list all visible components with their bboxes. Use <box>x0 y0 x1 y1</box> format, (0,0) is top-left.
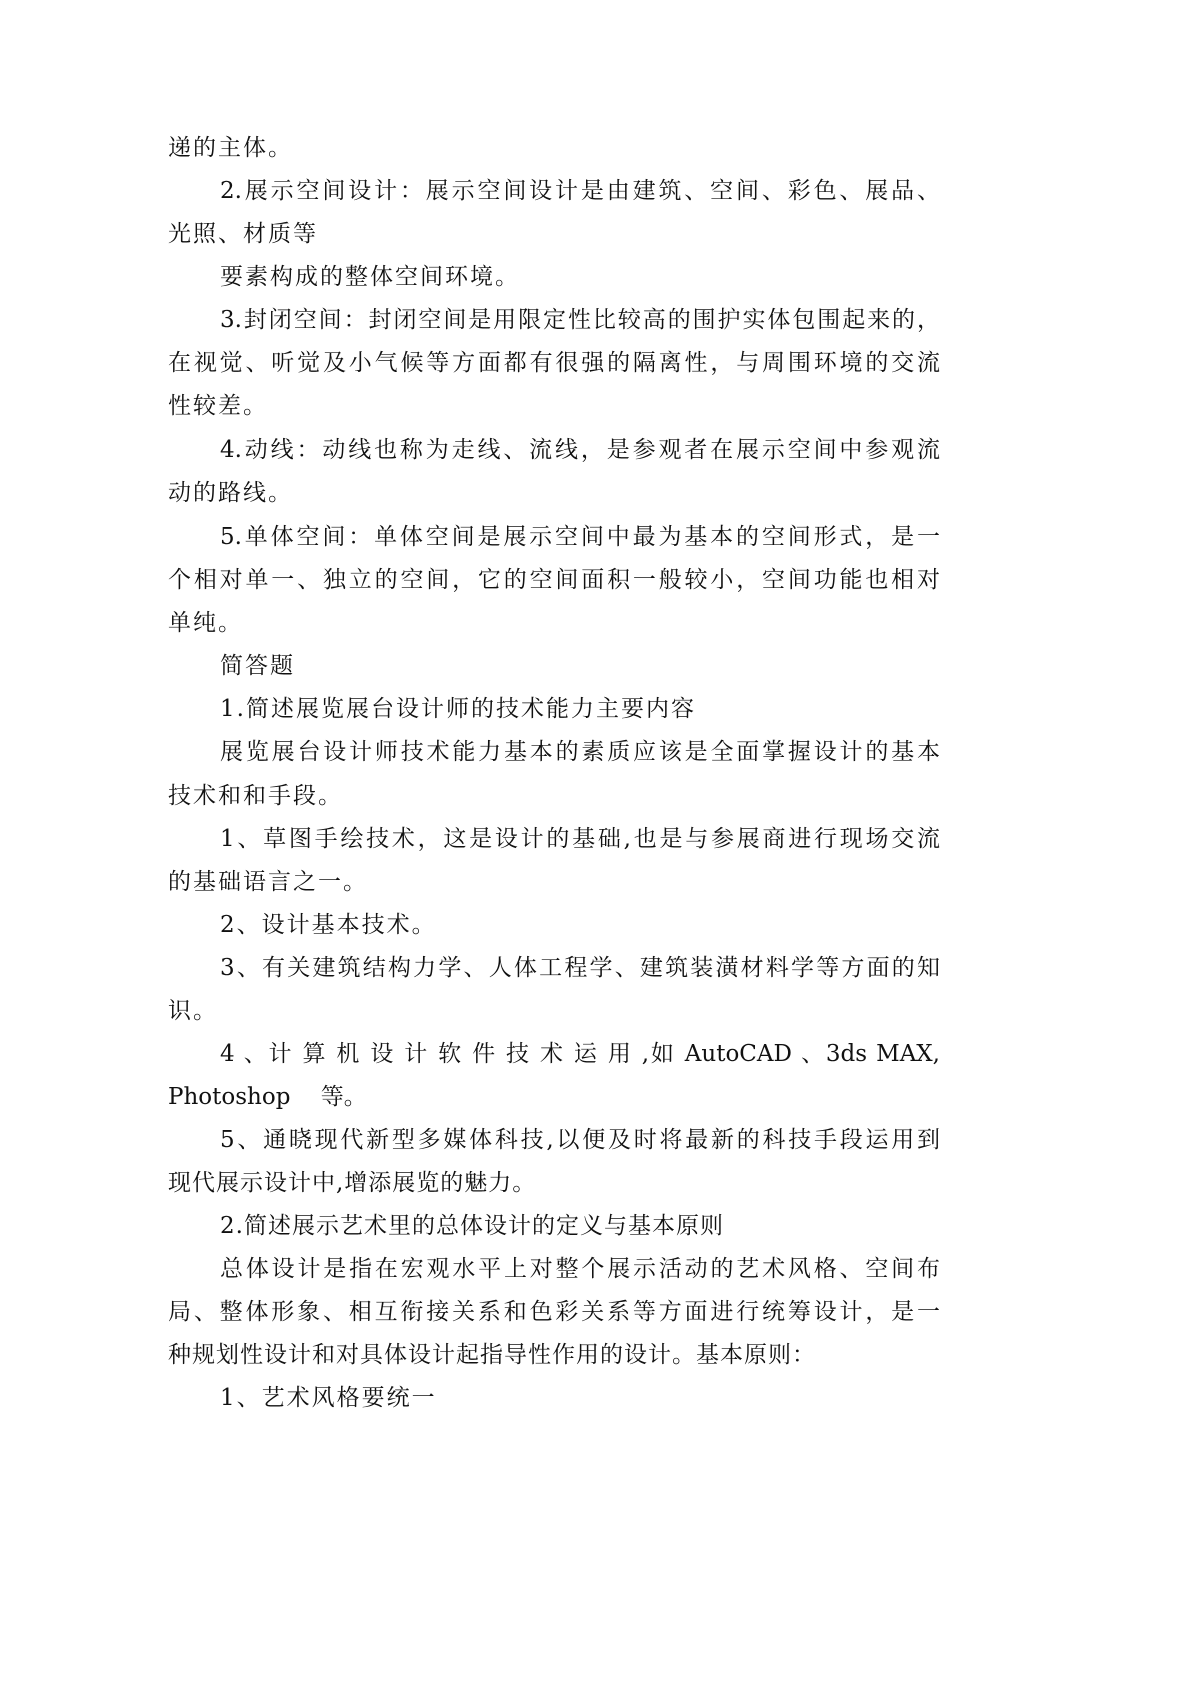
text-line: 局、整体形象、相互衔接关系和色彩关系等方面进行统筹设计，是一 <box>168 1299 940 1325</box>
question-heading: 2.简述展示艺术里的总体设计的定义与基本原则 <box>220 1213 724 1239</box>
section-heading: 简答题 <box>220 653 295 679</box>
text-line: 动的路线。 <box>168 480 293 506</box>
text-line: 识。 <box>168 998 218 1024</box>
text-line: Photoshop 等。 <box>168 1084 367 1110</box>
text-line: 现代展示设计中,增添展览的魅力。 <box>168 1170 537 1196</box>
text-line: 递的主体。 <box>168 135 293 161</box>
text-line: 3、有关建筑结构力学、人体工程学、建筑装潢材料学等方面的知 <box>220 955 940 981</box>
text-line: 5、通晓现代新型多媒体科技,以便及时将最新的科技手段运用到 <box>220 1127 940 1153</box>
text-line: 单纯。 <box>168 610 243 636</box>
text-line: 光照、材质等 <box>168 221 318 247</box>
text-line: 3.封闭空间：封闭空间是用限定性比较高的围护实体包围起来的， <box>220 307 940 333</box>
text-line: 的基础语言之一。 <box>168 869 368 895</box>
text-line: 性较差。 <box>168 393 268 419</box>
question-heading: 1.简述展览展台设计师的技术能力主要内容 <box>220 696 696 722</box>
text-line: 展览展台设计师技术能力基本的素质应该是全面掌握设计的基本 <box>220 739 940 765</box>
text-line: 1、艺术风格要统一 <box>220 1385 437 1411</box>
text-line: 要素构成的整体空间环境。 <box>220 264 520 290</box>
text-line: 4.动线：动线也称为走线、流线，是参观者在展示空间中参观流 <box>220 437 940 463</box>
text-line: 1、草图手绘技术，这是设计的基础,也是与参展商进行现场交流 <box>220 826 940 852</box>
text-line: 总体设计是指在宏观水平上对整个展示活动的艺术风格、空间布 <box>220 1256 940 1282</box>
text-line: 5.单体空间：单体空间是展示空间中最为基本的空间形式，是一 <box>220 524 940 550</box>
text-line: 种规划性设计和对具体设计起指导性作用的设计。基本原则： <box>168 1342 816 1368</box>
text-line: 在视觉、听觉及小气候等方面都有很强的隔离性，与周围环境的交流 <box>168 350 940 376</box>
text-line: 4 、计 算 机 设 计 软 件 技 术 运 用 ,如 AutoCAD 、3ds MAX, <box>220 1041 940 1067</box>
text-line: 技术和和手段。 <box>168 783 343 809</box>
text-line: 个相对单一、独立的空间，它的空间面积一般较小，空间功能也相对 <box>168 567 940 593</box>
text-line: 2.展示空间设计：展示空间设计是由建筑、空间、彩色、展品、 <box>220 178 940 204</box>
text-line: 2、设计基本技术。 <box>220 912 437 938</box>
